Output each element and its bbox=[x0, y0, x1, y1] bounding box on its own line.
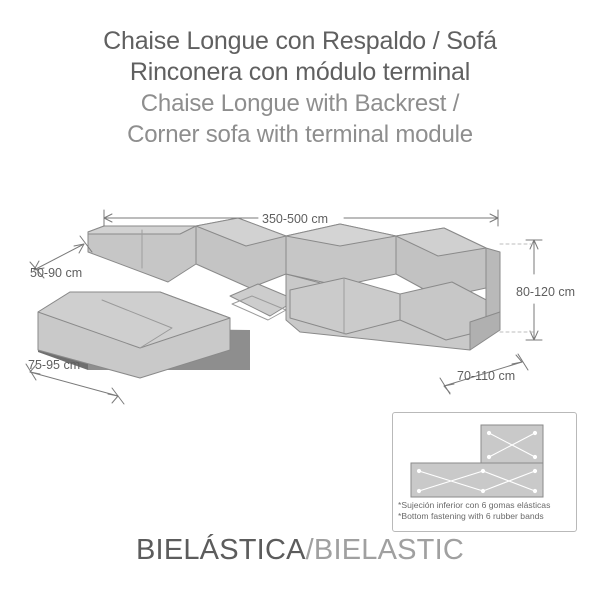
dimension-chaise-depth: 50-90 cm bbox=[30, 266, 83, 280]
title-es-line1: Chaise Longue con Respaldo / Sofá bbox=[103, 27, 497, 55]
footer-brand bbox=[0, 534, 600, 567]
title-en-line1: Chaise Longue with Backrest / bbox=[140, 90, 460, 117]
footer-separator: / bbox=[305, 534, 314, 566]
dimension-chaise-width: 75-95 cm bbox=[28, 358, 81, 372]
title-en-line2: Corner sofa with terminal module bbox=[127, 121, 473, 148]
inset-note-en: *Bottom fastening with 6 rubber bands bbox=[398, 511, 544, 521]
inset-note bbox=[398, 500, 578, 522]
footer-es: BIELÁSTICA bbox=[136, 534, 306, 566]
inset-note-es: *Sujeción inferior con 6 gomas elásticas bbox=[398, 500, 551, 510]
footer-en: BIELASTIC bbox=[313, 534, 464, 566]
page-title bbox=[0, 26, 600, 150]
dimension-top-width: 350-500 cm bbox=[262, 212, 329, 226]
title-es-line2: Rinconera con módulo terminal bbox=[129, 58, 471, 86]
sofa-diagram bbox=[0, 200, 600, 420]
dimension-seat-depth: 70-110 cm bbox=[457, 369, 516, 383]
dimension-height: 80-120 cm bbox=[516, 285, 576, 299]
